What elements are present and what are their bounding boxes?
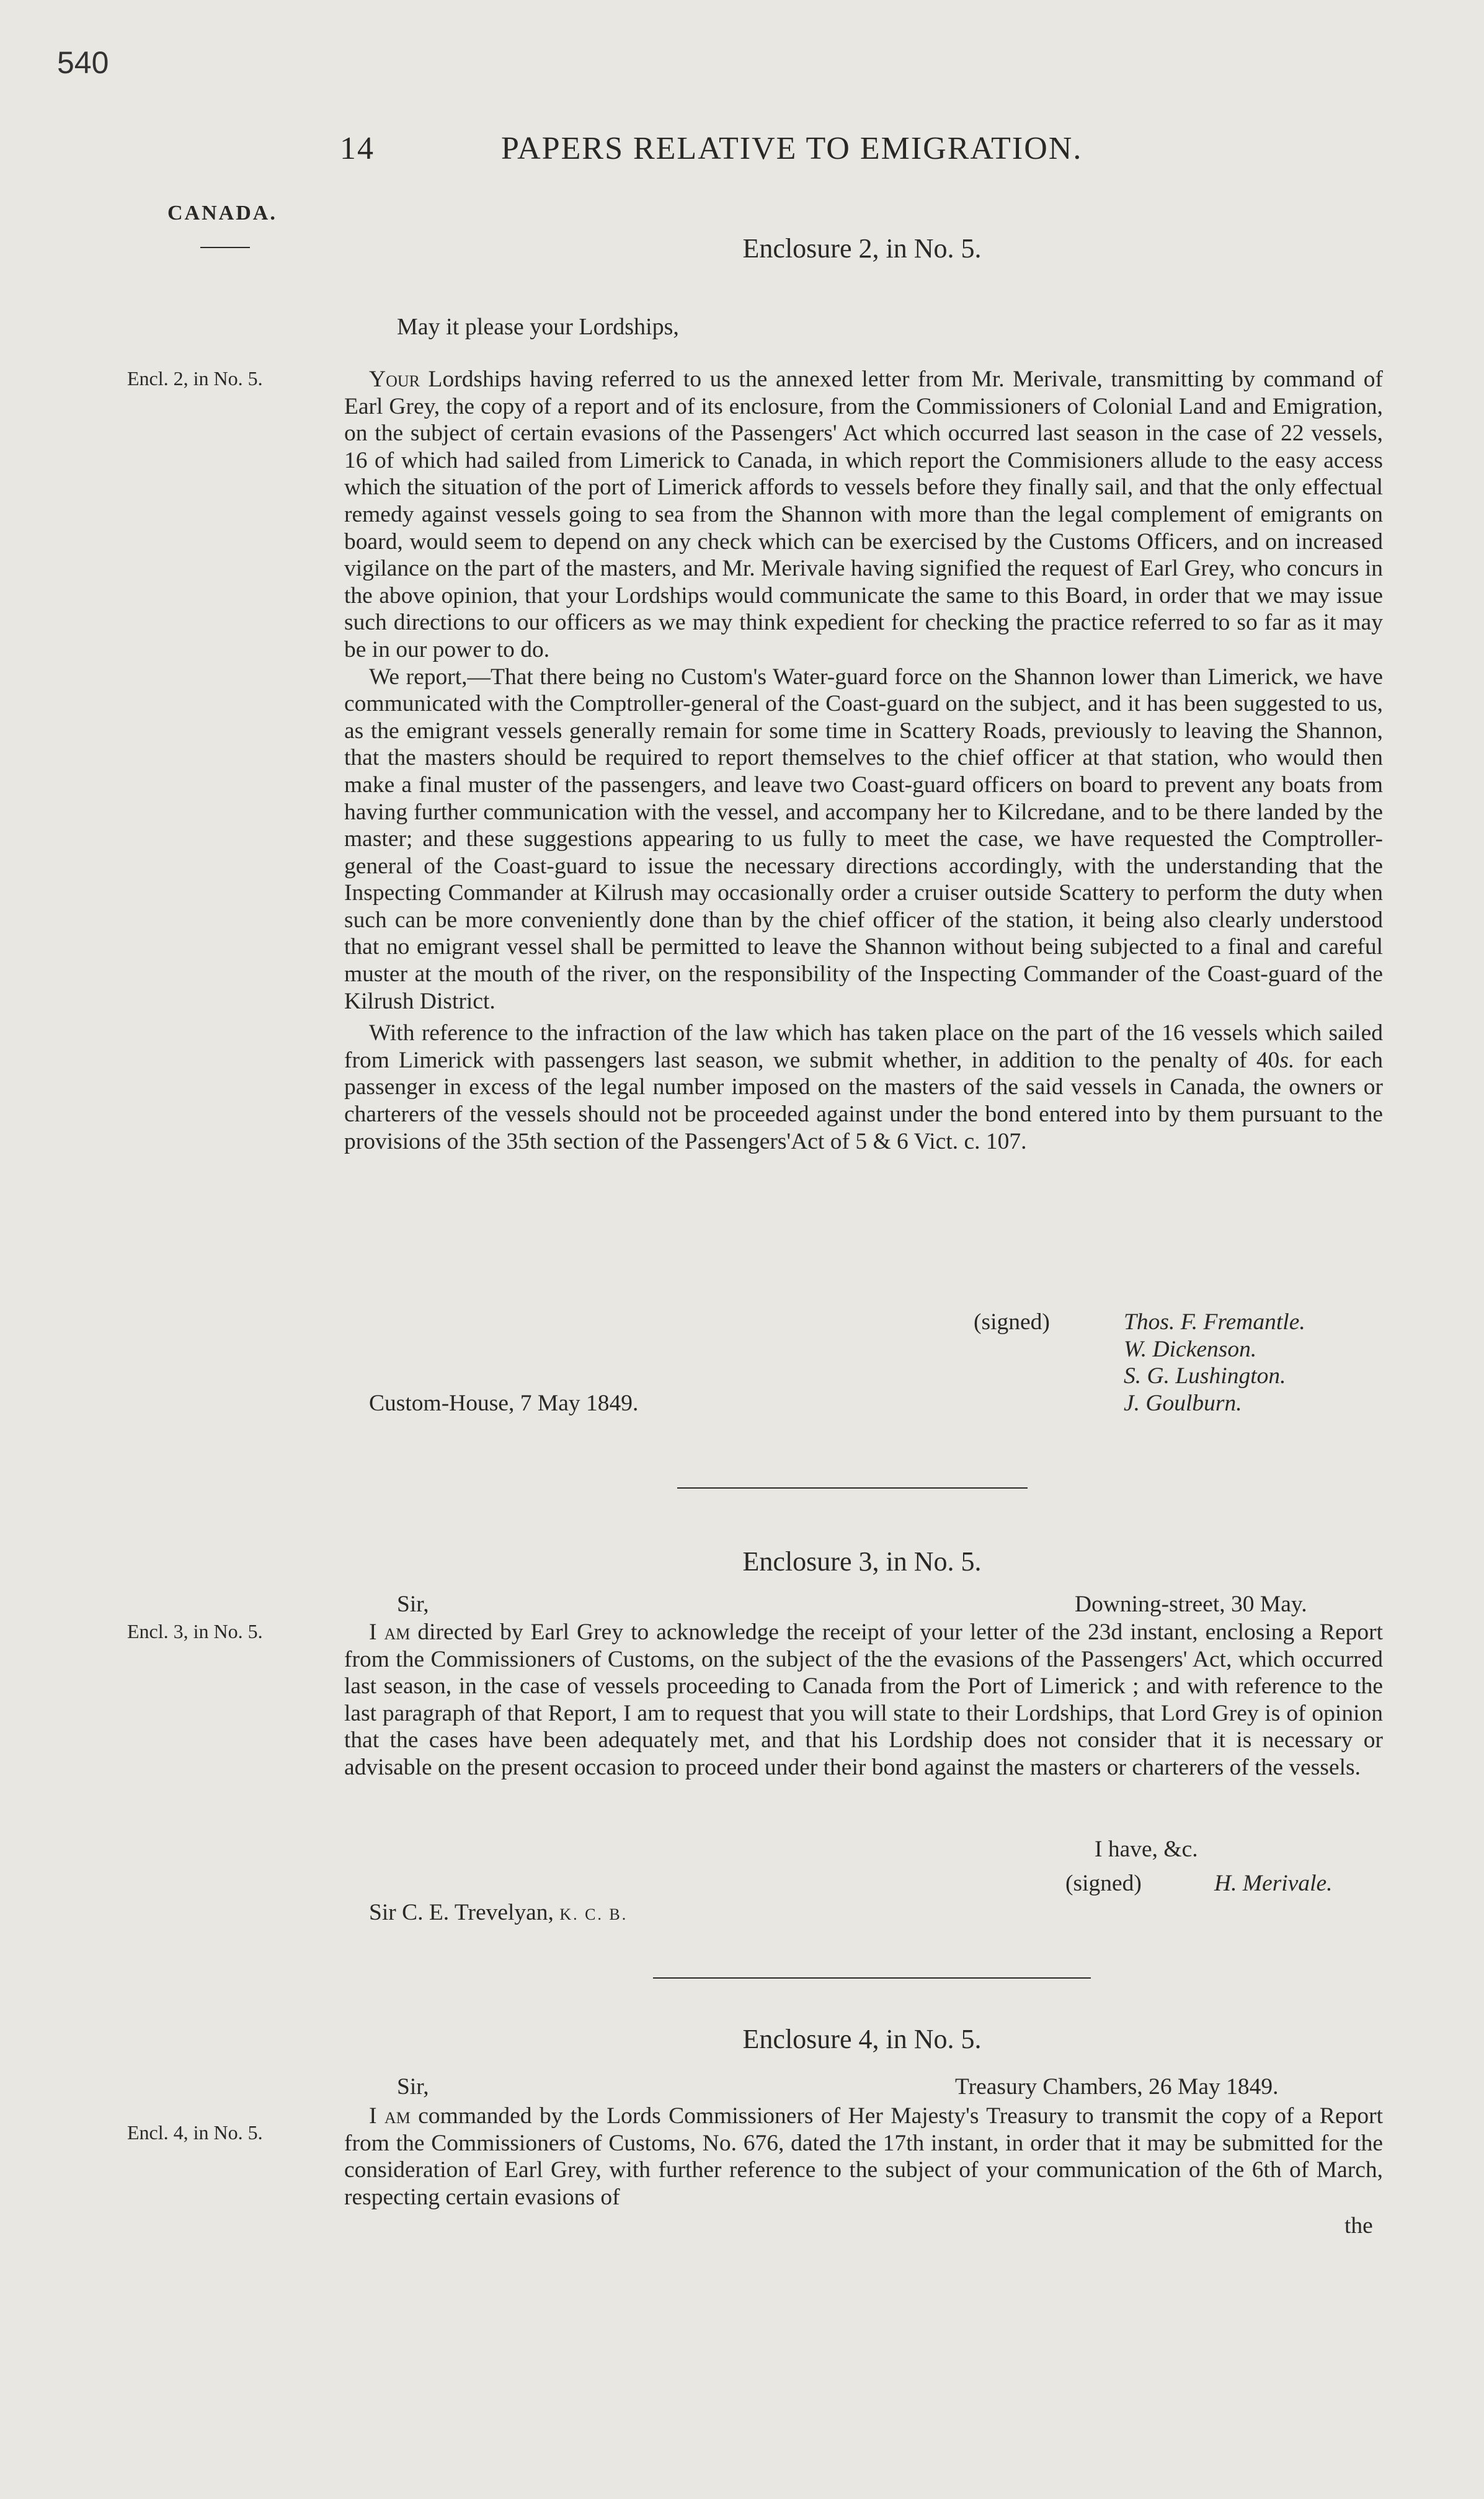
enclosure-4-dateline: Treasury Chambers, 26 May 1849. — [955, 2074, 1279, 2100]
signatory-lushington: S. G. Lushington. — [1124, 1363, 1286, 1389]
enclosure-4-salutation: Sir, — [397, 2074, 429, 2100]
page-number: 540 — [57, 45, 109, 80]
enclosure-2-paragraph-1-text: Lordships having referred to us the annexed letter from Mr. Merivale, transmitting by command of Earl Grey, the copy of a report and of its enclosure, from the Commissioners of Colonial Land and Emigration, on the subject of certain evasions of the Passengers' Act which occurred last season in the case of 22 vessels, 16 of which had sailed from Limerick to Canada, in which report the Commisioners allude to the easy access which the situation of the port of Limerick affords to vessels before they finally sail, and that the only effectual remedy against vessels going to sea from the Shannon with more than the legal complement of emigrants on board, would seem to depend on any check which can be exercised by the Customs Officers, and on increased vigilance on the part of the masters, and Mr. Merivale having signified the request of Earl Grey, who concurs in the above opinion, that your Lordships would communicate the same to this Board, in order that we may issue such directions to our officers as we may think expedient for checking the practice referred to so far as it may be in our power to do. — [344, 367, 1383, 662]
enclosure-2-margin-note: Encl. 2, in No. 5. — [127, 367, 263, 390]
enclosure-3-signed-label: (signed) — [1065, 1871, 1142, 1896]
enclosure-4-paragraph — [344, 2103, 1383, 2211]
enclosure-2-paragraph-1 — [344, 366, 1383, 664]
enclosure-3-dateline: Downing-street, 30 May. — [1075, 1592, 1307, 1617]
enclosure-3-addressee — [369, 1899, 628, 1928]
enclosure-3-closing: I have, &c. — [1095, 1837, 1198, 1862]
enclosure-2-shilling-unit: s. — [1279, 1047, 1295, 1073]
enclosure-2-signed-label: (signed) — [974, 1309, 1050, 1335]
enclosure-2-paragraph-3 — [344, 1020, 1383, 1155]
enclosure-4-lead-word: I am — [369, 2103, 411, 2129]
section-divider-1 — [677, 1487, 1028, 1489]
enclosure-3-body — [344, 1619, 1383, 1781]
enclosure-3-heading: Enclosure 3, in No. 5. — [742, 1546, 982, 1577]
colony-label: CANADA. — [167, 202, 277, 225]
signatory-dickenson: W. Dickenson. — [1124, 1336, 1257, 1362]
enclosure-3-paragraph — [344, 1619, 1383, 1781]
colony-rule — [200, 247, 250, 248]
enclosure-2-paragraph-2: We report,—That there being no Custom's Water-guard force on the Shannon lower than Limerick, we have communicated with the Comptroller-general of the Coast-guard on the subject, and it has been suggested to us, as the emigrant vessels generally remain for some time in Scattery Roads, previously to leaving the Shannon, that the masters should be required to report themselves to the chief officer at that station, who would then make a final muster of the passengers, and leave two Coast-guard officers on board to prevent any boats from having further communication with the vessel, and accompany her to Kilcredane, and to be there landed by the master; and these suggestions appearing to us fully to meet the case, we have requested the Comptroller-general of the Coast-guard to issue the necessary directions accordingly, with the understanding that the Inspecting Commander at Kilrush may occasionally order a cruiser outside Scattery to perform the duty when such can be more conveniently done than by the chief officer of the station, it being also clearly understood that no emigrant vessel shall be permitted to leave the Shannon without being subjected to a final and careful muster at the mouth of the river, on the responsibility of the Inspecting Commander of the Coast-guard of the Kilrush District. — [344, 664, 1383, 1014]
enclosure-4-margin-note: Encl. 4, in No. 5. — [127, 2121, 263, 2144]
running-head-page: 14 — [340, 131, 375, 166]
catchword: the — [1344, 2213, 1373, 2238]
enclosure-3-salutation: Sir, — [397, 1592, 429, 1617]
section-divider-2 — [653, 1977, 1091, 1979]
enclosure-2-body — [344, 366, 1383, 1155]
enclosure-2-lead-word: Your — [369, 367, 420, 392]
enclosure-2-place-date: Custom-House, 7 May 1849. — [369, 1391, 639, 1416]
running-head — [340, 130, 1177, 167]
enclosure-4-heading: Enclosure 4, in No. 5. — [742, 2024, 982, 2054]
enclosure-3-signatory: H. Merivale. — [1214, 1871, 1333, 1896]
enclosure-4-body — [344, 2103, 1383, 2211]
enclosure-3-addressee-name: Sir C. E. Trevelyan, — [369, 1900, 554, 1925]
enclosure-3-margin-note: Encl. 3, in No. 5. — [127, 1620, 263, 1642]
enclosure-4-paragraph-text: commanded by the Lords Commissioners of Her Majesty's Treasury to transmit the copy of a Report from the Commissioners of Customs, No. 676, dated the 17th instant, in order that it may be submitted for the consideration of Earl Grey, with further reference to the subject of your communication of the 6th of March, respecting certain evasions of — [344, 2103, 1383, 2210]
enclosure-3-lead-word: I am — [369, 1619, 411, 1645]
enclosure-2-signatories — [1124, 1309, 1305, 1417]
running-head-title: PAPERS RELATIVE TO EMIGRATION. — [501, 131, 1083, 166]
enclosure-2-paragraph-3-text-a: With reference to the infraction of the law which has taken place on the part of the 16 vessels which sailed from Limerick with passengers last season, we submit whether, in addition to the penalty of 40 — [344, 1020, 1383, 1073]
enclosure-2-heading: Enclosure 2, in No. 5. — [742, 233, 982, 264]
enclosure-2-salutation: May it please your Lordships, — [397, 314, 679, 340]
signatory-fremantle: Thos. F. Fremantle. — [1124, 1309, 1305, 1335]
enclosure-2-paragraph-3-text-b: for each passenger in excess of the legal number imposed on the masters of the said vessels in Canada, the owners or charterers of the vessels should not be proceeded against under the bond entered into by them pursuant to the provisions of the 35th section of the Passengers'Act of 5 & 6 Vict. c. 107. — [344, 1047, 1383, 1154]
signatory-goulburn: J. Goulburn. — [1124, 1390, 1242, 1416]
enclosure-3-paragraph-text: directed by Earl Grey to acknowledge the receipt of your letter of the 23d instant, enclosing a Report from the Commissioners of Customs, on the subject of the the evasions of the Passengers' Act, which occurred last season, in the case of vessels proceeding to Canada from the Port of Limerick ; and with reference to the last paragraph of that Report, I am to request that you will state to their Lordships, that Lord Grey is of opinion that the cases have been adequately met, and that his Lordship does not consider that it is necessary or advisable on the present occasion to proceed under their bond against the masters or charterers of the vessels. — [344, 1619, 1383, 1780]
enclosure-3-addressee-honours: K. C. B. — [559, 1905, 628, 1923]
